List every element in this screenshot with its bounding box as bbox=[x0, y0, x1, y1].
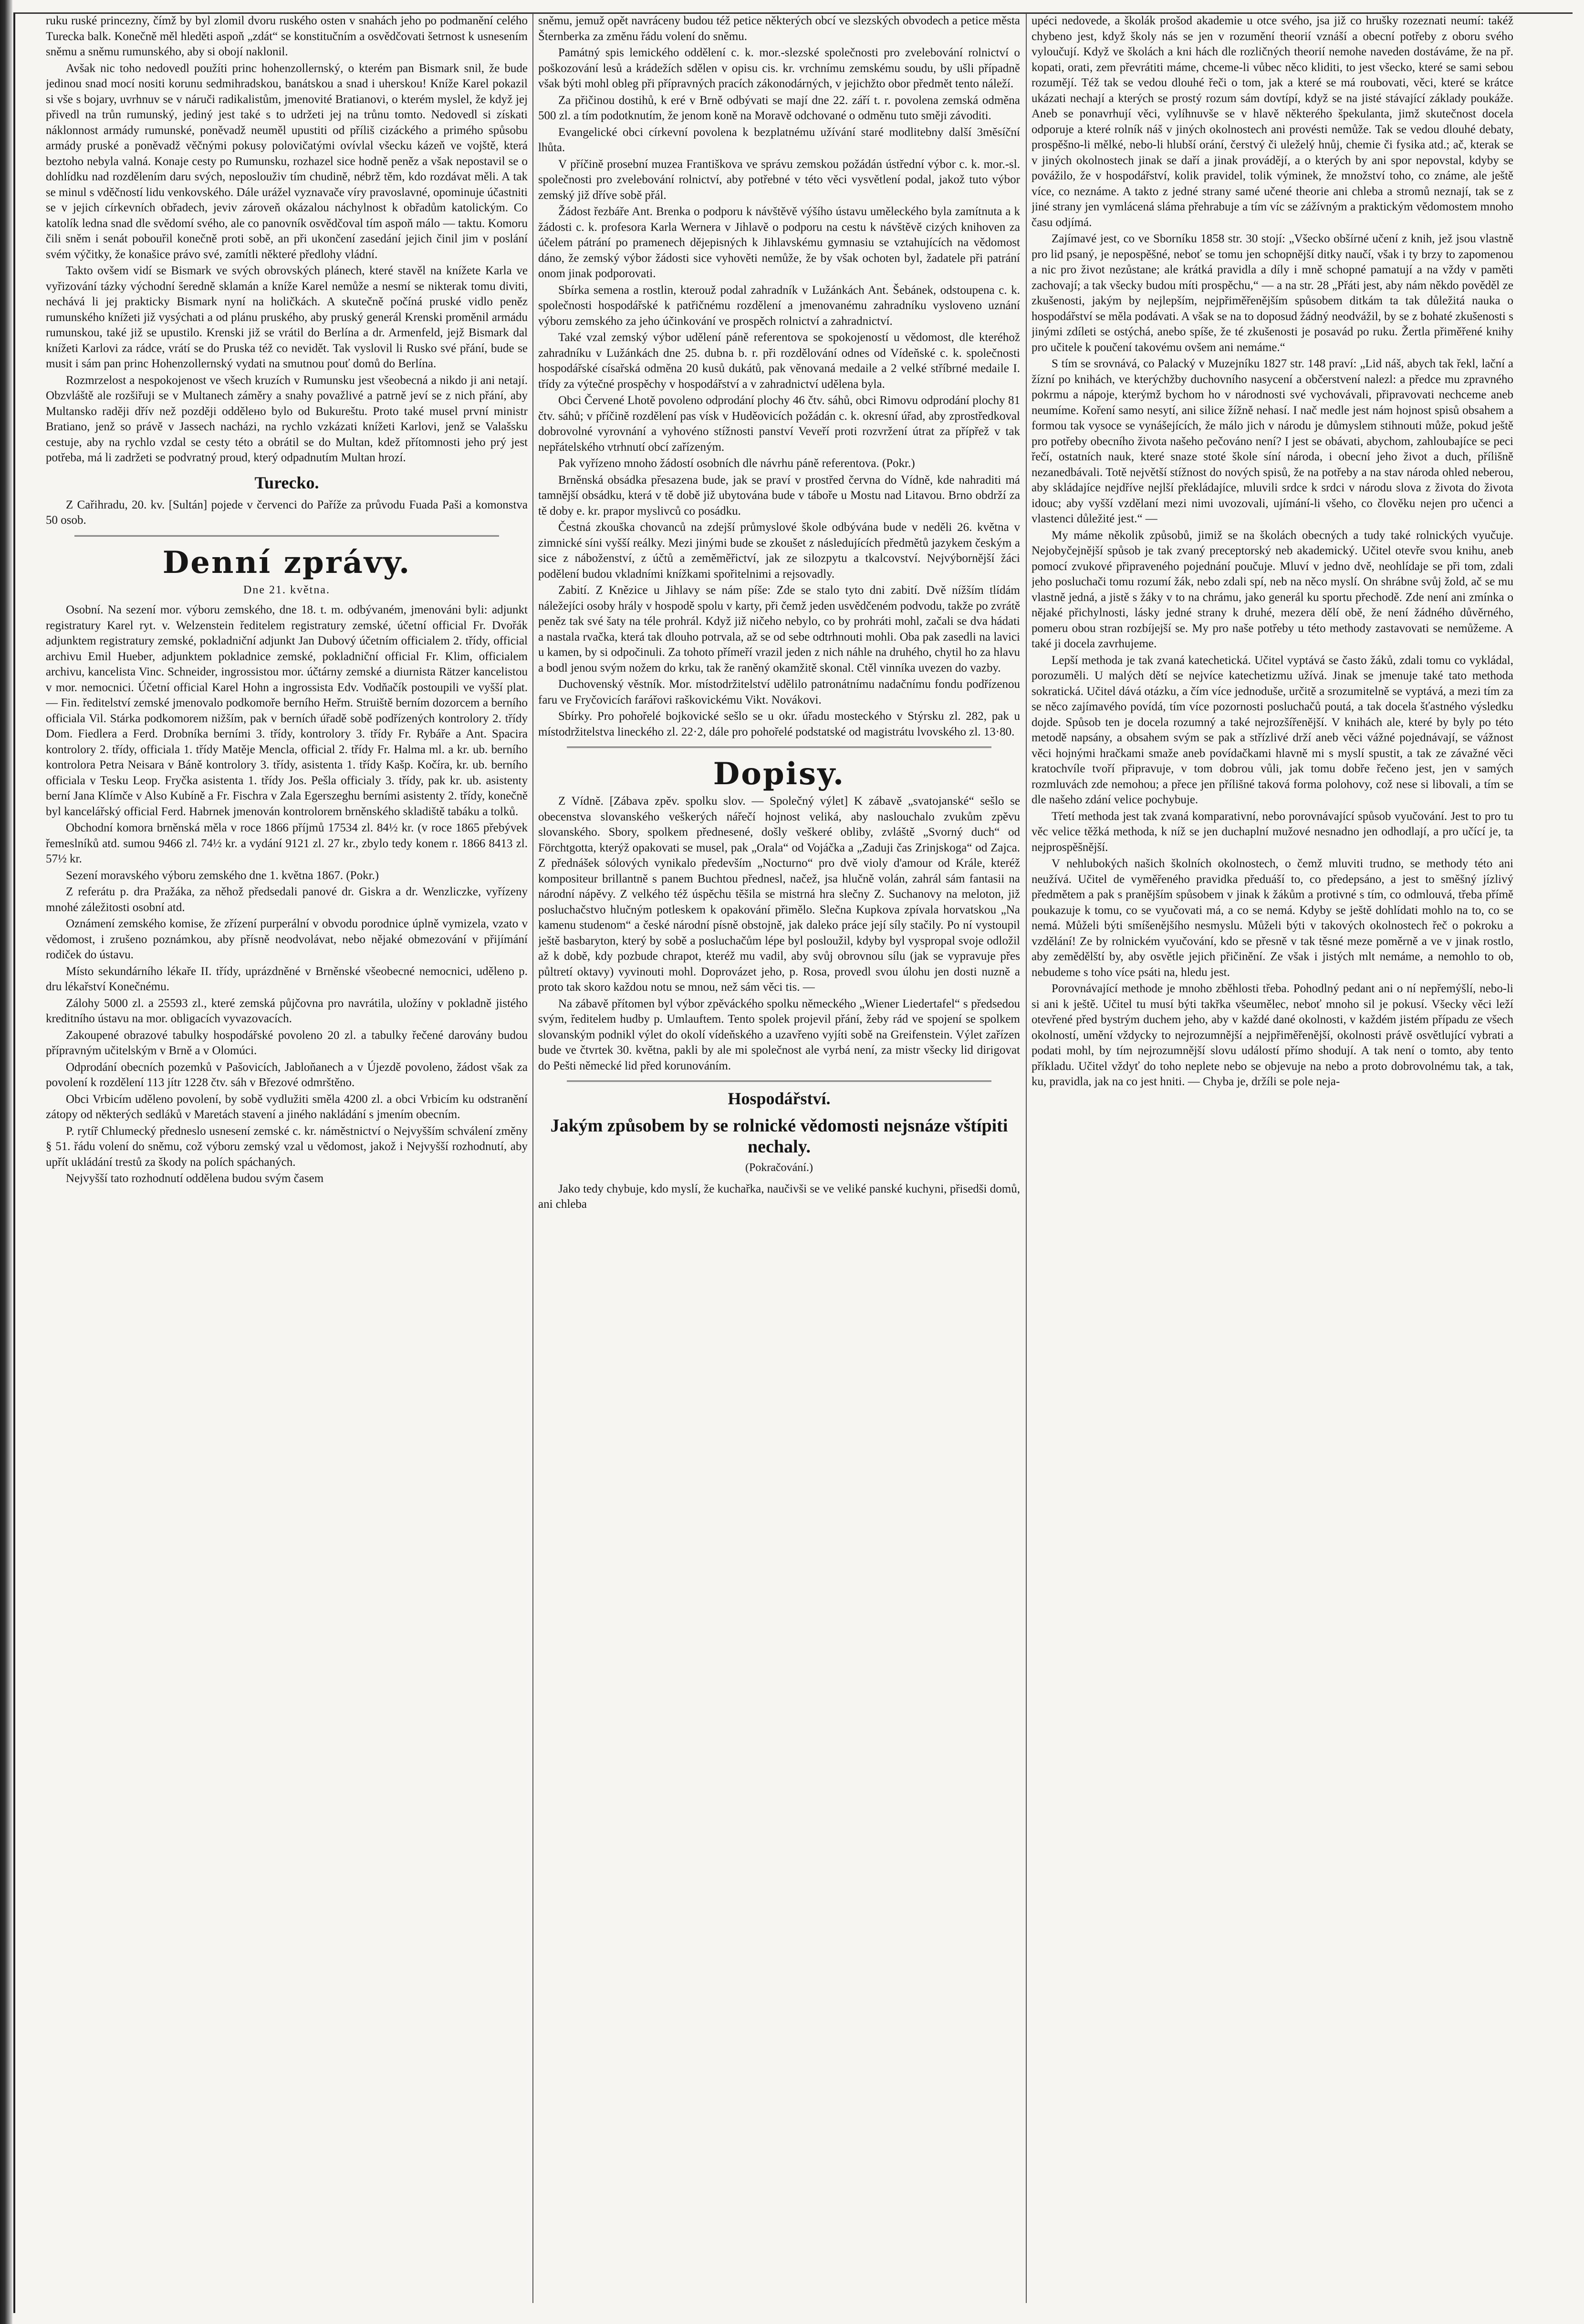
divider bbox=[567, 747, 991, 748]
paragraph: Zálohy 5000 zl. a 25593 zl., které zemská půjčovna pro navrátila, uložíny v pokladně jistého kreditního ústavu na mor. obligacích vyvazovacích. bbox=[46, 996, 528, 1025]
binding-edge bbox=[0, 0, 12, 2324]
column-rule bbox=[1026, 13, 1027, 2303]
column-1 bbox=[46, 13, 528, 2303]
paragraph: V nehlubokých našich školních okolnostech, o čemž mluviti trudno, se methody této ani neužívá. Učitel de vyměřeného pravidka předuáší to, co předepsáno, a jest to směšný jízlivý předmětem a pak s pranějším spůsobem v jinak k žákům a protivné s tím, co odmlouvá, třeba přímě poukazuje k tomu, co se vyučovati má, a co se nemá. Kdyby se ještě dohlídati mohlo na to, co se nemá. Můželi býti smíšenějšího nesmyslu. Můželi býti v takových okolnostech řeč o pokroku a vzdělání! Ze by rolnickém vyučování, kdo se přesně v tak těsné meze poměrně a ve v jinak rostlo, aby zemědělští by, aby osvětle jejich přičinění. Ze však i jistých mlt nemáme, a nemohlo to ob, nebudeme s toho více psáti na, hledu jest. bbox=[1032, 857, 1513, 979]
paragraph: Evangelické obci církevní povolena k bezplatnému užívání staré modlitebny další 3měsíční lhůta. bbox=[538, 125, 1020, 154]
paragraph: V příčině prosební muzea Františkova ve správu zemskou požádán ústřední výbor c. k. mor.-sl. společnosti pro zvelebování rolnictví, aby potřebné v této věci vysvětlení podal, jakož tuto výbor zemský již dříve sobě přál. bbox=[538, 157, 1020, 202]
paragraph: Oznámení zemského komise, že zřízení purperální v obvodu porodnice úplně vymizela, vzato v vědomost, i zrušeno poznámkou, aby přísně neodvolávat, nebo nějaké obmezování v přijímání rodiček do ústavu. bbox=[46, 917, 528, 961]
paragraph: P. rytíř Chlumecký předneslo usnesení zemské c. kr. náměstnictví o Nejvyšším schválení změny § 51. řádu volení do sněmu, což výboru zemský vzal u vědomost, jakož i Nejvyšší rozhodnutí, aby upřít ukládání trestů za škody na polích spáchaných. bbox=[46, 1124, 528, 1169]
news-item-osobni: Osobní. Na sezení mor. výboru zemského, dne 18. t. m. odbývaném, jmenováni byli: adjunkt registratury Karel ryt. v. Welzenstein ředitelem registratury zemské, účetní official Fr. Dvořák adjunktem registratury zemské, pokladniční adjunkt Jan Dubový účetním officialem 2. třídy, official archivu Emil Hueber, adjunktem pokladnice zemské, pokladniční official Fr. Klim, officialem archivu, kancelista Vinc. Schneider, ingrossistou mor. účtárny zemské a diurnista Rätzer kancelistou v mor. nemocnici. Účetní official Karel Hohn a ingrossista Edv. Vodňačík postoupili ve vyšší plat. — Fin. ředitelství zemské jmenovalo podkomoře berního Heřm. Struiště berním dozorcem a berního officiala Vil. Stárka podkomorem nižším, pak v berních úřadě sobě podřízených kontrolory 2. třídy Dom. Fiedlera a Ferd. Drobníka berními 3. třídy, kontrolory 3. třídy Fr. Rybáře a Ant. Spacira kontrolory 2. třídy, officiala 1. třídy Matěje Mencla, official 2. třídy Fr. Halma ml. a kr. ub. berního kontrolora Petra Neisara v Báně kontrolory 3. třídy, asistenta 1. třídy Kašp. Kočíra, kr. ub. berního officiala v Tesku Leop. Fryčka asistenta 1. třídy Jos. Pešla officialy 3. třídy, pak kr. ub. asistenty berní Jana Klímče v Also Kubíně a Fr. Fischra v Zala Egerszeghu berními asistenty 2. třídy, konečně byl kancelářský official Ferd. Habrnek jmenován kontrolorem brněnského skladiště tabáku a tolků. bbox=[46, 603, 528, 818]
paragraph: Také vzal zemský výbor udělení páně referentova se spokojeností u vědomost, dle kteréhož zahradníku v Lužánkách dne 25. dubna b. r. při rozdělování odnes od Vídeňské c. k. společnosti hospodářské císařská odměna 20 kusů dukátů, pak věnovaná medaile a 2 velké stříbrné medaile I. třídy za výtečné prospěchy v hospodářství a v zahradnictví udělena byla. bbox=[538, 331, 1020, 391]
paragraph: Obci Vrbicím uděleno povolení, by sobě vydlužiti směla 4200 zl. a obci Vrbicím ku odstranění zátopy od některých sedláků v Maretách stavení a jiného nakládání s jmením obecním. bbox=[46, 1092, 528, 1121]
paragraph: upéci nedovede, a školák prošod akademie u otce svého, jsa již co hrušky rozeznati neumí: takéž chybeno jest, když školy nás se jen v rozumění theorií vznáší a obecní potřeby z oboru svého vyloučují. Když ve školách a kni hách dle rozličných theorií nemohe naveden dostáváme, že na př. kopati, orati, zem převrátiti máme, chceme-li vůbec něco kliditi, to jest všecko, které se sami sebou rozumějí. Též tak se vedou dlouhé řeči o tom, jak a které se má roubovati, věci, které se krátce ukázati nechají a kterých se prostý rozum sám dovtípí, když se na jisté stávající základy poukáže. Aneb se ponavrhují věci, vylíhnuvše se v hlavě některého špekulanta, jimž skutečnost docela odporuje a které rolník náš v jiných okolnostech ani provésti nemůže. Tak se vedou dlouhé debaty, prospěšno-li mělké, nebo-li hlubší orání, čerstvý či uleželý hnůj, chemie či fysika atd.; ač, kterak se v jiných okolnostech jinak se daří a jinak provádějí, a o kterých by ani spor nepovstal, kdyby se povážilo, že v hospodářství, kolik pravidel, tolik výminek, že množství toho, co známe, ale ještě více, co neznáme. A takto z jedné strany samé učené theorie ani chleba a stromů neznají, tak se z jiné strany jen vymlácená sláma přehrabuje a tím víc se zážívným a praktickým vědomostem mnoho času odjímá. bbox=[1032, 14, 1513, 229]
paragraph: Obci Červené Lhotě povoleno odprodání plochy 46 čtv. sáhů, obci Rimovu odprodání plochy 81 čtv. sáhů; v příčině rozdělení pas vísk v Huděovicích požádán c. k. okresní úřad, aby zprostředkoval dobrovolné vyrovnání a vyhovéno stížnosti panství Veveří proti rozvržení útrat za přípřež v tak nepřátelského vtrhnutí obcí zařízeným. bbox=[538, 394, 1020, 454]
letter-z-vidne: Z Vídně. [Zábava zpěv. spolku slov. — Společný výlet] K zábavě „svatojanské“ sešlo se obecenstva slovanského veškerých nářečí hojnost veliká, aby naslouchalo zvukům zpěvu slovanského. Sbory, spolkem přednesené, došly veškeré obliby, zvláště „Svorný duch“ od Förchtgotta, kterýž opakovati se musel, pak „Orala“ od Vojáčka a „Zaduji čas Zrinjskoga“ od Zajca. Z přednášek sólových vynikalo především „Nocturno“ pro dvě violy d'amour od Krále, kteréž kompositeur brillantně s panem Buchtou přednesl, načež, jsa hlučně volán, zahrál sám fantasii na národní nápěvy. Z velkého též úspěchu těšila se mistrná hra slečny Z. Suchanovy na meloton, již posluchačstvo hlučným potleskem k opakování přimělo. Slečna Kupkova zpívala horvatskou „Na kamenu studenom“ a české národní písně obstojně, jak daleko práce její síly stačily. Po ní vystoupil ještě basbaryton, který by sobě a posluchačům lépe byl posloužil, kdyby byl vyspropal svoje odložil až k době, kdy pozbude chrapot, kteréž mu vadil, aby svůj obrovnou sílu (jak se vypravuje přes půltretí oktavy) vyvinouti mohl. Doprovázet jeho, p. Rosa, provedl svou úlohu jen dosti nuzně a proto tak skoro každou notu se mnou, než sám věci tis. — bbox=[538, 795, 1020, 994]
news-item-sbirky: Sbírky. Pro pohořelé bojkovické sešlo se u okr. úřadu mosteckého v Stýrsku zl. 282, pak u místodržitelstva lineckého zl. 22·2, dále pro pohořelé podstatské od magistrátu lvovského zl. 13·80. bbox=[538, 710, 1020, 738]
news-item-duchovensky-vestnik: Duchovenský věstník. Mor. místodržitelství udělilo patronátnímu nadačnímu fondu podřízenou faru ve Fryčovicích farářovi raškovickému Vikt. Novákovi. bbox=[538, 678, 1020, 706]
paragraph: Nejvyšší tato rozhodnutí oddělena budou svým časem bbox=[66, 1172, 324, 1185]
paragraph: Na zábavě přítomen byl výbor zpěváckého spolku německého „Wiener Liedertafel“ s předsedou svým, ředitelem hudby p. Umlauftem. Tento spolek projevil přání, žeby rád ve spojení se spolkem slovanským podnikl výlet do okolí vídeňského a uzavřeno vyjíti sobě na Greifenstein. Výlet zařízen bude ve čtvrtek 30. května, pakli by ale mi společnost ale vyrbá není, za mistr všecky lid dirigovat do Pešti německé lid před korunováním. bbox=[538, 997, 1020, 1072]
paragraph: My máme několik způsobů, jimiž se na školách obecných a tudy také rolnických vyučuje. Nejobyčejnější spůsob je tak zvaný preceptorský neb akademický. Učitel otevře svou knihu, aneb pomocí zvukové připraveného pojednání poučuje. Mluví v jedno dvě, neohlídaje se při tom, zdali jeho posluchači tomu rozumí žák, nebo zdali spí, neb na něco myslí. On shrábne svůj žold, ač se mu vlastně jedná, a jistě s žáky v to na chrámu, jako generál ku sportu přechodě. Zde není ani zmínka o nějaké přichylnosti, lásky jedné strany k druhé, mezera dělí obě, že není žádného důvěrného, pomeru obou stran rozbíjejší se. My pro naše potřeby u této methody zastavovati se nemůžeme. A také ji docela zavrhujeme. bbox=[1032, 529, 1513, 650]
paragraph: Avšak nic toho nedovedl použíti princ hohenzollernský, o kterém pan Bismark snil, že bude jedinou snad mocí nositi korunu sedmihradskou, banátskou a snad i uherskou! Kníže Karel pokazil si vše s bojary, uvrhnuv se v náruči radikalistům, jmenovité Bratianovi, o kterém myslel, že když jej přivedl na trůn rumunský, jediný jest také s to udržeti jej na trůnu tomto. Nedovedl si získati náklonnost armády rumunské, poněvadž neuměl upustiti od příliš cizáckého a primého spůsobu armády pruské a poněvadž věčnými pokusy polovičatými ovívlal všecku kázeň ve vojště, která beztoho nebyla valná. Konaje cesty po Rumunsku, rozhazel sice hodně peněz a však nepostavil se o dohlídku nad rozdělením daru svých, neposlouživ tím chudině, nébrž těm, kdo rozdávat měli. A tak se minul s vděčností lidu venkovského. Dále urážel vyznavače víry pravoslavné, opominuje účastniti se v jejich církevních obřadech, jeviv zároveň okázalou náchylnost k obřadům katolickým. Co katolík ledna snad dle svědomí svého, ale co panovník osvědčoval tím aspoň málo — taktu. Komoru čili sněm i senát pobouřil konečně proti sobě, an při ukončení zasedání jejich činil jim v poslání svém výčitky, že konašice právo své, zamítli některé předlohy vládní. bbox=[46, 62, 528, 261]
section-heading-dopisy: Dopisy. bbox=[713, 756, 845, 792]
article-title: Jakým způsobem by se rolnické vědomosti nejsnáze vštípiti nechaly. bbox=[550, 1116, 1008, 1157]
paragraph: Jako tedy chybuje, kdo myslí, že kuchařka, naučivši se ve veliké panské kuchyni, přisedši domů, ani chleba bbox=[538, 1182, 1020, 1211]
paragraph: S tím se srovnává, co Palacký v Muzejníku 1827 str. 148 praví: „Lid náš, abych tak řekl, lační a žízní po knihách, ve kterýchžby duchovního nasycení a občerstvení nalezl: a předce mu zpravného pokrmu a nápoje, kterýmž bychom ho v národnosti své vychovávali, připravovati nechceme aneb neumíme. Koření samo nesytí, ani silice žížně nehasí. I nač medle jest nám hojnost spisů obsahem a formou tak vysoce se vynášejících, že málo jich v národu je důmyslem stihnouti může, pokud ještě pro potřeby obecního života našeho pečováno není? I jest se obávati, abychom, zahloubajíce se peci řečí, ostatních nauk, které snaze stoté škole síní národa, i obecní jeho život a duch, přílišně nezanedbávali. Totě největší stížnost do nových spisů, že na potřeby a na stav národa ohled neberou, aby skládajíce nejdříve nejlší překládajíce, mluvili srdce k srdci v národu slova z života do života idouc; aby vyšší vzdělaní mezi nimi uvozovali, ujímání-li všeho, co člověku nejen pro učenci a vlastenci důležité jest.“ — bbox=[1032, 357, 1513, 525]
paragraph: Zakoupené obrazové tabulky hospodářské povoleno 20 zl. a tabulky řečené darovány budou přípravným učitelským v Brně a v Olomúci. bbox=[46, 1028, 528, 1057]
paragraph: Z Cařihradu, 20. kv. [Sultán] pojede v červenci do Paříže za průvodu Fuada Paši a komonstva 50 osob. bbox=[46, 498, 528, 527]
paragraph: Takto ovšem vidí se Bismark ve svých obrovských plánech, které stavěl na knížete Karla ve vyřizování tázky východní šeredně sklamán a kníže Karel nemůže a nesmí se nikterak tomu diviti, nechává li jej prakticky Bismark nyní na holičkách. A skutečně počíná pruské vidlo peněz rumunského knížeti již vysýchati a od plánu pruského, aby pruský generál Krenski proměnil armádu rumunskou, také již se upustilo. Krenski již se vrátil do Berlína a dr. Armenfeld, jejž Bismark dal knížeti Karlovi za rádce, vrátí se do Pruska též co nevidět. Tak vyslovil li Rusko své přání, bude se musit i sám pan princ Hohenzollernský vydati na smutnou pouť domů do Berlína. bbox=[46, 264, 528, 370]
paragraph: Rozmrzelost a nespokojenost ve všech kruzích v Rumunsku jest všeobecná a nikdo ji ani netají. Obzvláště ale rozšiřuji se v Multanech záměry a snahy považlivé a patrně jeví se z nich přání, aby Multansko raději dřív než později oddělено bylo od Bukureštu. Proto také musel první ministr Bratiano, jenž so právě v Jassech nacházi, na rychlo vzkázati knížeti Karlovi, jenž se Valašsku cestuje, aby na rychlo vzdal se cesty této a obrátil se do Multan, kdež přítomnosti jeho prý jest potřeba, má li zadržeti se podvratný proud, který odpadnutím Multan hrozí. bbox=[46, 374, 528, 464]
paragraph: Zajímavé jest, co ve Sborníku 1858 str. 30 stojí: „Všecko obšírné učení z knih, jež jsou vlastně pro lid psaný, je nepospěšné, neboť se tomu jen schopnější ditky naučí, však i ty brzy to zapomenou a nic pro život nezůstane; ale krátká pravidla a díly i mně schopné pamatují a na vždy v paměti zachovají; a tak všecky budou míti prospěchu,“ — a na str. 28 „Přáti jest, aby nám někdo pověděl ze zkušenosti, jakým by nejlepším, nejpřiměřenějším spůsobem ditkám ta tak důležitá nauka o hospodářství se měla podávati. A však se na to doposud žádný neodvážil, by se z bohaté zkušenosti s jinými zdíleti se ostýchá, anebo spíše, že té zkušenosti je posavád po ruku. Žertla přiměřené knihy pro učitele k poučení takovému ovšem ani nemáme.“ bbox=[1032, 232, 1513, 354]
paragraph: Pak vyřízeno mnoho žádostí osobních dle návrhu páně referentova. (Pokr.) bbox=[558, 457, 915, 470]
section-heading-hospodarstvi: Hospodářství. bbox=[728, 1089, 831, 1108]
column-rule bbox=[532, 13, 533, 2303]
article-subtitle: (Pokračování.) bbox=[745, 1162, 813, 1174]
news-item-zabiti: Zabití. Z Knězice u Jihlavy se nám píše: Zde se stalo tyto dni zabití. Dvě nížším tlídám náležejíci osoby hrály v hospodě spolu v karty, při čemž jeden usvědčeném podvodu, takže po zvrátě peněz tak své šaty na téle prohrál. Když již ničeho nebylo, co by prohráti mohl, začali se dva hádati a nastala rvačka, která tak dlouho potrvala, až se od sebe odtrhnouti mohli. Oba pak zasedli na lavici u kamen, by si odpočinuli. Za tohoto přímeří vrazil jeden z nich náhle na druhého, chytil ho za hlavu a bodl jenou svým nožem do krku, tak že raněný okamžitě skonal. Ctěl vinníka uvezen do vazby. bbox=[538, 584, 1020, 674]
paragraph: Za přičinou dostihů, k eré v Brně odbývati se mají dne 22. září t. r. povolena zemská odměna 500 zl. a tím podotknutím, že jenom koně na Moravě odchované o odměnu tuto směji závoditi. bbox=[538, 93, 1020, 122]
section-heading-denni-zpravy: Denní zprávy. bbox=[162, 544, 411, 581]
news-item-brnenska-obsadka: Brněnská obsádka přesazena bude, jak se praví v prostřed června do Vídně, kde nahraditi má tamnější obsádku, která v tě době již ubytována bude v táboře u Mostu nad Litavou. Brno obdrží za tě doby e. kr. prapor myslivců co posádku. bbox=[538, 473, 1020, 518]
paragraph: Sbírka semena a rostlin, kterouž podal zahradník v Lužánkách Ant. Šebánek, odstoupena c. k. společnosti hospodářské k patřičnému rozdělení a jmenovanému zahradníku vysloveno uznání výboru zemského za jeho účinkování ve prospěch rolnictví a zahradnictví. bbox=[538, 283, 1020, 328]
paragraph: Porovnávající methode je mnoho zběhlosti třeba. Pohodlný pedant ani o ní nepřemýšlí, nebo-li si ani k ještě. Učitel tu musí býti takřka všeumělec, neboť mnoho sil je pokusí. Všecky věci leží otevřené před bystrým duchem jeho, aby v každé dané okolnosti, v každém jistém případu ze všech okolností, umění vždycky to nejrozumnější a nejpřiměřenější, okolnosti právě osvětlující vybrati a podati mohl, by tím nejrozumnější slovu událostí přímo shodují. A tak není o tomto, aby tento příkladu. Učitel vždyť do toho neplete nebo se objevuje na nebo a proto dobrovolnému tak, a tak, ku, pravidla, jak na co jest hniti. — Chyba je, držíli se pole neja- bbox=[1032, 982, 1513, 1088]
paragraph: Památný spis lemického oddělení c. k. mor.-slezské společnosti pro zvelebování rolnictví o poškozování lesů a krádežích sdělen v opisu cis. kr. vrchnímu zemskému soudu, by ušli případně však býti mohl obleg při přípravných pracích zákonodárných, v jejichžto obor předmět tento náleží. bbox=[538, 46, 1020, 90]
paragraph: Žádost řezbáře Ant. Brenka o podporu k návštěvě výšího ústavu uměleckého byla zamítnuta a k žádosti c. k. profesora Karla Wernera v Jihlavě o podporu na cestu k návštěvě cizých knihoven za účelem pátrání po pramenech dějepisných k Jihlavskému gymnasiu se vztahujících na vědomost dáno, že zemský výbor žádosti sice vyhověti nemůže, že by však ochoten byl, žadatele při patrání onom jinak podporovati. bbox=[538, 205, 1020, 280]
paragraph: ruku ruské princezny, čímž by byl zlomil dvoru ruského osten v snahách jeho po podmanění celého Turecka balk. Konečně měl hleděti aspoň „zdát“ se konstitučním a osvědčovati šetrnost k usnesením sněmu a sněmu rumunského, aby si obojí naklonil. bbox=[46, 14, 528, 58]
paragraph: Odprodání obecních pozemků v Pašovicích, Jabloňanech a v Újezdě povoleno, žádost však za povolení k rozdělení 113 jítr 1228 čtv. sáh v Březové odmrštěno. bbox=[46, 1060, 528, 1089]
section-heading-turecko: Turecko. bbox=[254, 473, 319, 492]
paragraph: Místo sekundárního lékaře II. třídy, uprázdněné v Brněnské všeobecné nemocnici, uděleno p. dru lékařství Konečnému. bbox=[46, 965, 528, 993]
paragraph: Třetí methoda jest tak zvaná komparativní, nebo porovnávající spůsob vyučování. Jest to pro tu věc velice těžká methoda, k níž se jen duchaplní mužové nesnadno jen odhodlají, a pro učící je, ta nejprospěšnější. bbox=[1032, 809, 1513, 854]
dateline: Dne 21. května. bbox=[243, 583, 330, 596]
news-item-sezeni: Sezení moravského výboru zemského dne 1. května 1867. (Pokr.) bbox=[66, 869, 379, 882]
column-3 bbox=[1032, 13, 1513, 2303]
paragraph: Lepší methoda je tak zvaná katechetická. Učitel vyptává se často žáků, zdali tomu co vykládal, porozuměli. U malých dětí se nejvíce katechetizmu užívá. Jinak se jmenuje také tato methoda sokratická. Učitel dává otázku, a čím více jednoduše, určitě a srozumitelně se vyptává, a mezi tím za se něco zajímavého povídá, tím více pozornosti posluchačů poutá, a tak docela šťastného výsledku dojde. Spůsob ten je docela rozumný a také nejrozšířenější. V knihách ale, které by byly po této metodě napsány, a obsahem svým se pak a střízlivé drží aneb věci vážné pojednávají, se vážnost věci hojnými hračkami smaže aneb povídačkami hlavně mi s myslí spustit, a tak ze závažné věci kratochvíle tvoří připravuje, v tom dobrou vůli, jak tomu dobře řečeno jest, jen v samých rozmluvách zde nemohou; a přece jen přílišné taková forma polohovy, což nese si libovali, a tím se dle našeho zdání velice pochybuje. bbox=[1032, 654, 1513, 806]
paragraph: Z referátu p. dra Pražáka, za něhož předsedali panové dr. Giskra a dr. Wenzliczke, vyřízeny mnohé záležitosti osobní atd. bbox=[46, 885, 528, 914]
paragraph: sněmu, jemuž opět navráceny budou též petice některých obcí ve slezských obvodech a petice města Šternberka za změnu řádu volení do sněmu. bbox=[538, 14, 1020, 43]
column-2 bbox=[538, 13, 1020, 2303]
news-item-cestna-zkouska: Čestná zkouška chovanců na zdejší průmyslové škole odbývána bude v neděli 26. května v zimnické síni vyšší reálky. Mezi jinými bude se zkoušet z následujících předmětů jazykem českým a sice z náboženství, z účtů a zeměměřictví, jak ze silozpytu a tkalcovství. Nejvýbornější žáci podělení budou vkladními knížkami spořitelnimi a rejsovadly. bbox=[538, 521, 1020, 581]
divider bbox=[567, 1080, 991, 1082]
divider bbox=[74, 535, 499, 537]
news-item-obchodni-komora: Obchodní komora brněnská měla v roce 1866 příjmů 17534 zl. 84½ kr. (v roce 1865 přebývek řemeslníků atd. sumou 9466 zl. 74½ kr. a vydání 9121 zl. 27 kr., zbylo tedy konem r. 1866 8413 zl. 57½ kr. bbox=[46, 821, 528, 865]
